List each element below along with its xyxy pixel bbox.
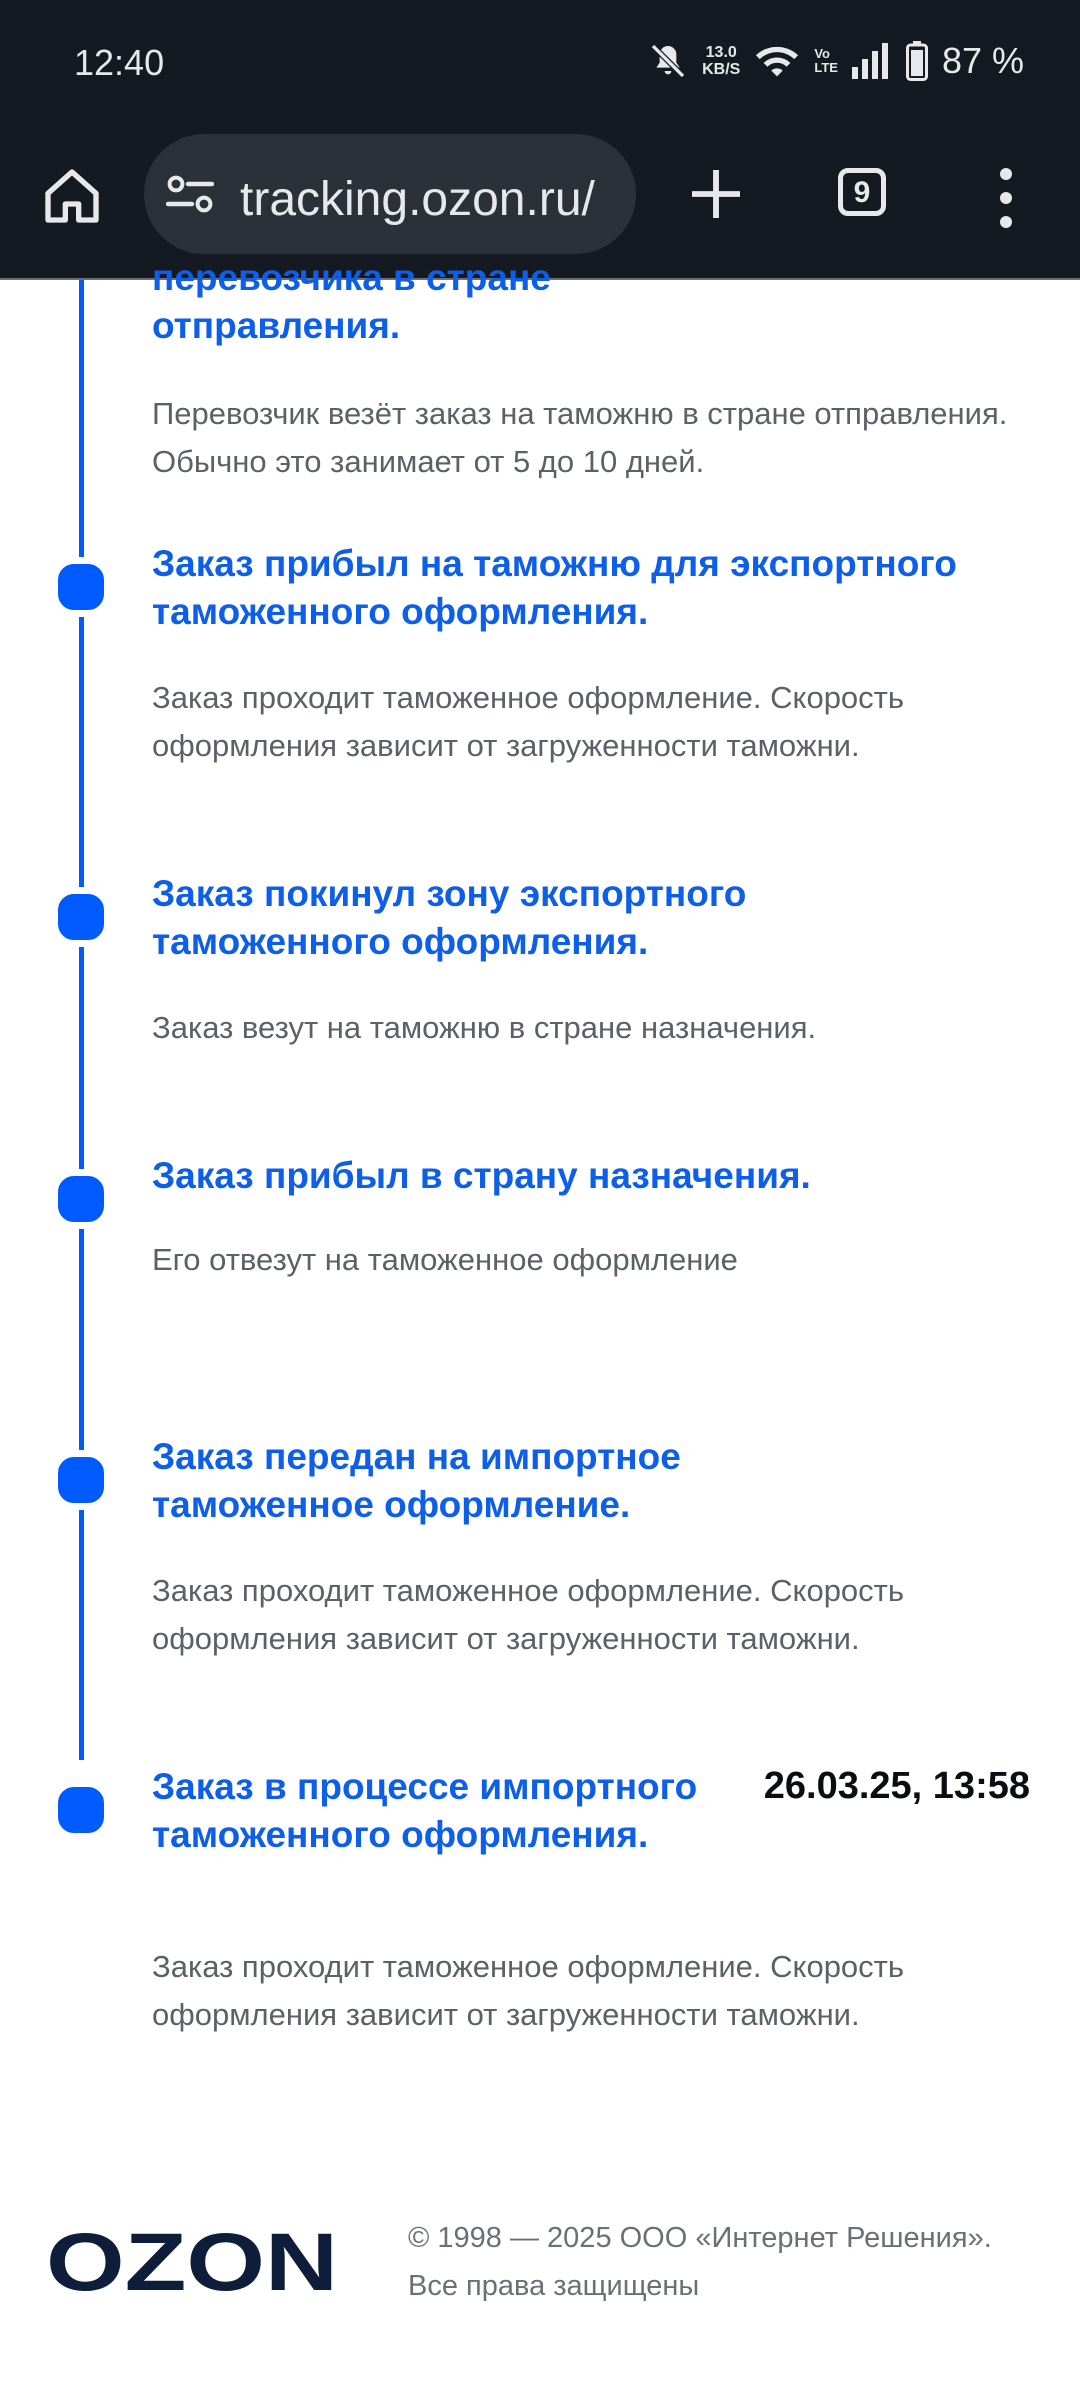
- address-bar[interactable]: [144, 134, 636, 254]
- svg-text:OZON: OZON: [46, 2226, 338, 2298]
- timeline-item-description: Заказ проходит таможенное оформление. Скорость оформления зависит от загруженности таможни.: [152, 1573, 905, 1656]
- footer-copyright: [408, 2214, 1048, 2310]
- battery-icon: [906, 41, 928, 81]
- timeline-dot: [51, 1780, 111, 1840]
- volte-indicator: Vo LTE: [814, 46, 838, 75]
- timeline-dot: [51, 1169, 111, 1229]
- timeline-line: [79, 280, 84, 1760]
- timeline-dot: [51, 557, 111, 617]
- timeline-item-title: Заказ покинул зону экспортного таможенного оформления.: [152, 873, 747, 962]
- timeline-item-title: Заказ передан на импортное таможенное оформление.: [152, 1436, 681, 1525]
- status-bar: [0, 0, 1080, 122]
- site-settings-icon[interactable]: [166, 174, 214, 214]
- plus-icon[interactable]: [684, 162, 748, 226]
- battery-percent: 87 %: [941, 40, 1024, 81]
- network-speed: 13.0 KB/S: [702, 44, 741, 78]
- timeline-item-description: Перевозчик везёт заказ на таможню в стране отправления. Обычно это занимает от 5 до 10 дней.: [152, 396, 1008, 479]
- tracking-timeline: [0, 257, 1080, 2160]
- more-vert-icon[interactable]: [990, 162, 1022, 234]
- copyright-text: © 1998 — 2025 ООО «Интернет Решения».: [408, 2222, 992, 2254]
- timeline-item-description: Его отвезут на таможенное оформление: [152, 1242, 738, 1277]
- timeline-item-description: Заказ проходит таможенное оформление. Скорость оформления зависит от загруженности таможни.: [152, 680, 905, 763]
- timeline-dot: [51, 887, 111, 947]
- timeline-item-description: Заказ проходит таможенное оформление. Скорость оформления зависит от загруженности таможни.: [152, 1949, 905, 2032]
- timeline-item-title: Заказ прибыл в страну назначения.: [152, 1155, 811, 1196]
- timeline-item-title: Заказ в процессе импортного таможенного оформления.: [152, 1766, 698, 1855]
- wifi-icon: [754, 41, 800, 81]
- timeline-dot: [51, 1450, 111, 1510]
- ozon-logo[interactable]: [46, 2226, 338, 2298]
- clock: 12:40: [74, 42, 165, 83]
- tabs-icon[interactable]: 9: [838, 168, 886, 216]
- signal-icon: [852, 43, 892, 79]
- timeline-item-date: 26.03.25, 13:58: [763, 1765, 1030, 1807]
- url-text[interactable]: tracking.ozon.ru/: [240, 173, 595, 226]
- mute-icon: [648, 41, 688, 81]
- home-icon[interactable]: [40, 164, 104, 228]
- timeline-item-description: Заказ везут на таможню в стране назначения.: [152, 1010, 817, 1045]
- timeline-item-title: Заказ прибыл на таможню для экспортного таможенного оформления.: [152, 543, 957, 632]
- page-footer: [0, 2200, 1080, 2360]
- rights-text: Все права защищены: [408, 2270, 700, 2302]
- status-icons: [648, 40, 1024, 82]
- timeline-item-title: перевозчика в стране отправления.: [152, 257, 551, 346]
